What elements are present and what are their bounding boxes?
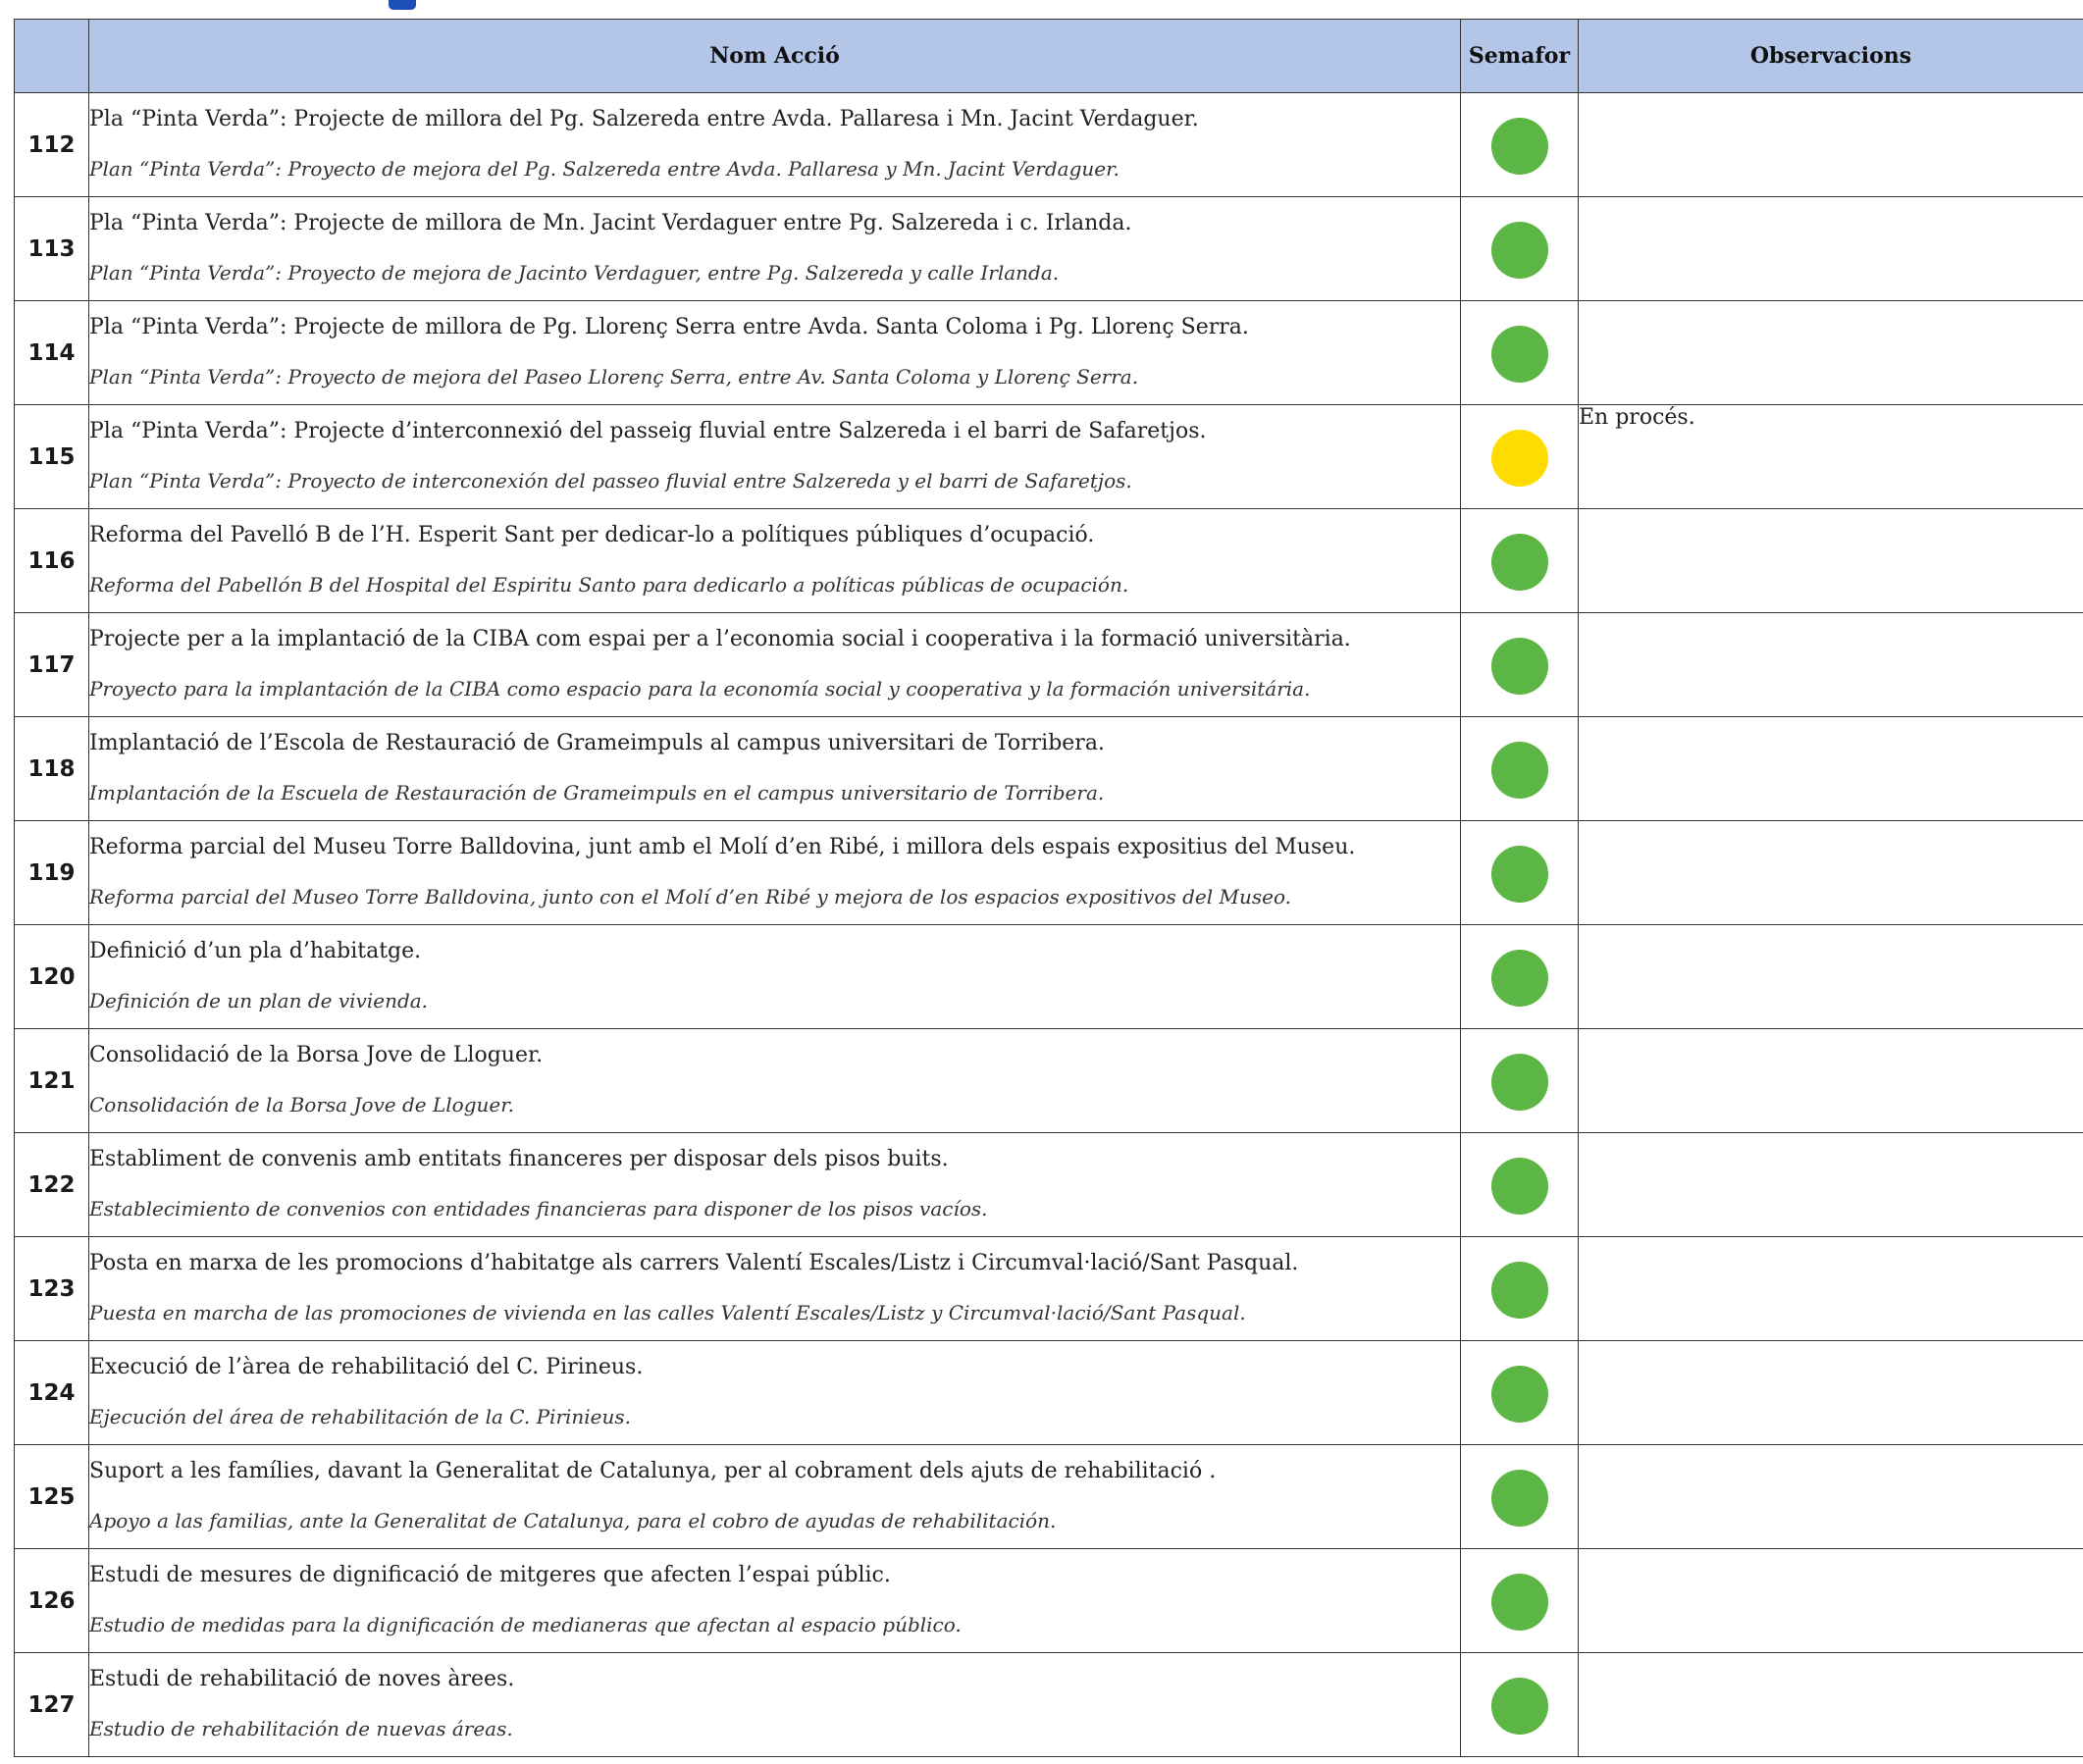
status-light-icon <box>1491 1158 1548 1215</box>
action-name-catalan: Reforma parcial del Museu Torre Balldovina, junt amb el Molí d’en Ribé, i millora dels espais expositius del Museu. <box>89 835 1356 859</box>
action-name-spanish: Plan “Pinta Verda”: Proyecto de interconexión del passeo fluvial entre Salzereda y el barri de Safaretjos. <box>89 469 1132 493</box>
semafor-cell <box>1461 1237 1579 1341</box>
semafor-cell <box>1461 1029 1579 1133</box>
observation-cell <box>1579 509 2083 613</box>
action-number: 127 <box>15 1653 89 1757</box>
status-light-icon <box>1491 950 1548 1007</box>
table-row <box>15 1341 2083 1445</box>
table-row <box>15 197 2083 301</box>
action-number: 126 <box>15 1549 89 1653</box>
action-name-spanish: Plan “Pinta Verda”: Proyecto de mejora del Paseo Llorenç Serra, entre Av. Santa Coloma y Llorenç Serra. <box>89 365 1139 389</box>
action-name-spanish: Implantación de la Escuela de Restauración de Grameimpuls en el campus universitario de Torribera. <box>89 781 1105 804</box>
action-name-cell <box>89 925 1461 1029</box>
action-number: 119 <box>15 821 89 925</box>
action-number: 122 <box>15 1133 89 1237</box>
status-light-icon <box>1491 430 1548 487</box>
action-number: 112 <box>15 93 89 197</box>
observation-cell <box>1579 1029 2083 1133</box>
action-number: 113 <box>15 197 89 301</box>
status-light-icon <box>1491 1574 1548 1631</box>
status-light-icon <box>1491 638 1548 695</box>
action-number: 120 <box>15 925 89 1029</box>
observation-cell <box>1579 1549 2083 1653</box>
table-row <box>15 1133 2083 1237</box>
status-light-icon <box>1491 534 1548 591</box>
action-name-cell <box>89 821 1461 925</box>
table-row <box>15 1549 2083 1653</box>
action-number: 114 <box>15 301 89 405</box>
action-name-catalan: Definició d’un pla d’habitatge. <box>89 939 422 963</box>
action-name-cell <box>89 717 1461 821</box>
action-name-spanish: Plan “Pinta Verda”: Proyecto de mejora de Jacinto Verdaguer, entre Pg. Salzereda y calle Irlanda. <box>89 261 1060 285</box>
observation-cell <box>1579 1133 2083 1237</box>
semafor-cell <box>1461 1341 1579 1445</box>
actions-table <box>14 19 2083 1757</box>
status-light-icon <box>1491 846 1548 903</box>
action-name-catalan: Estudi de rehabilitació de noves àrees. <box>89 1667 515 1691</box>
action-name-cell <box>89 1029 1461 1133</box>
action-name-spanish: Plan “Pinta Verda”: Proyecto de mejora del Pg. Salzereda entre Avda. Pallaresa y Mn. Jacint Verdaguer. <box>89 157 1120 181</box>
table-row <box>15 1445 2083 1549</box>
status-light-icon <box>1491 222 1548 279</box>
action-name-spanish: Estudio de medidas para la dignificación de medianeras que afectan al espacio público. <box>89 1613 962 1636</box>
action-name-catalan: Pla “Pinta Verda”: Projecte de millora de Mn. Jacint Verdaguer entre Pg. Salzereda i c. Irlanda. <box>89 211 1132 235</box>
action-name-catalan: Reforma del Pavelló B de l’H. Esperit Sant per dedicar-lo a polítiques públiques d’ocupació. <box>89 523 1095 547</box>
action-name-cell <box>89 509 1461 613</box>
semafor-cell <box>1461 509 1579 613</box>
action-name-spanish: Apoyo a las familias, ante la Generalitat de Catalunya, para el cobro de ayudas de rehabilitación. <box>89 1509 1057 1532</box>
action-name-catalan: Posta en marxa de les promocions d’habitatge als carrers Valentí Escales/Listz i Circumval·lació/Sant Pasqual. <box>89 1251 1299 1275</box>
action-number: 117 <box>15 613 89 717</box>
action-name-catalan: Consolidació de la Borsa Jove de Lloguer. <box>89 1043 544 1067</box>
action-name-spanish: Reforma del Pabellón B del Hospital del Espiritu Santo para dedicarlo a políticas públicas de ocupación. <box>89 573 1129 597</box>
semafor-cell <box>1461 821 1579 925</box>
action-name-spanish: Consolidación de la Borsa Jove de Lloguer. <box>89 1093 514 1116</box>
observation-cell <box>1579 1237 2083 1341</box>
action-name-spanish: Reforma parcial del Museo Torre Balldovina, junto con el Molí d’en Ribé y mejora de los espacios expositivos del Museo. <box>89 885 1291 908</box>
action-name-cell <box>89 1653 1461 1757</box>
action-name-cell <box>89 93 1461 197</box>
action-name-cell <box>89 1237 1461 1341</box>
semafor-cell <box>1461 613 1579 717</box>
status-light-icon <box>1491 118 1548 175</box>
action-name-catalan: Pla “Pinta Verda”: Projecte d’interconnexió del passeig fluvial entre Salzereda i el barri de Safaretjos. <box>89 419 1207 443</box>
table-row <box>15 301 2083 405</box>
table-row <box>15 717 2083 821</box>
table-row <box>15 93 2083 197</box>
status-light-icon <box>1491 1366 1548 1423</box>
action-name-cell <box>89 613 1461 717</box>
observation-cell <box>1579 1341 2083 1445</box>
action-name-spanish: Proyecto para la implantación de la CIBA como espacio para la economía social y cooperativa y la formación universitária. <box>89 677 1311 700</box>
table-row <box>15 925 2083 1029</box>
header-action-name: Nom Acció <box>89 20 1461 93</box>
action-name-catalan: Estudi de mesures de dignificació de mitgeres que afecten l’espai públic. <box>89 1563 891 1587</box>
action-name-spanish: Puesta en marcha de las promociones de vivienda en las calles Valentí Escales/Listz y Circumval·lació/Sant Pasqual. <box>89 1301 1246 1324</box>
action-name-cell <box>89 1445 1461 1549</box>
action-name-spanish: Ejecución del área de rehabilitación de la C. Pirinieus. <box>89 1405 632 1428</box>
status-light-icon <box>1491 326 1548 383</box>
action-number: 123 <box>15 1237 89 1341</box>
observation-cell <box>1579 1445 2083 1549</box>
semafor-cell <box>1461 1445 1579 1549</box>
action-name-spanish: Establecimiento de convenios con entidades financieras para disponer de los pisos vacíos. <box>89 1197 988 1220</box>
semafor-cell <box>1461 93 1579 197</box>
header-semafor: Semafor <box>1461 20 1579 93</box>
action-name-cell <box>89 197 1461 301</box>
table-row <box>15 613 2083 717</box>
observation-cell <box>1579 613 2083 717</box>
action-name-catalan: Pla “Pinta Verda”: Projecte de millora de Pg. Llorenç Serra entre Avda. Santa Coloma i Pg. Llorenç Serra. <box>89 315 1249 339</box>
observation-cell <box>1579 717 2083 821</box>
action-name-catalan: Projecte per a la implantació de la CIBA com espai per a l’economia social i cooperativa i la formació universitària. <box>89 627 1351 651</box>
semafor-cell <box>1461 405 1579 509</box>
table-row <box>15 1237 2083 1341</box>
table-row <box>15 1029 2083 1133</box>
action-number: 125 <box>15 1445 89 1549</box>
action-name-spanish: Estudio de rehabilitación de nuevas áreas. <box>89 1717 513 1740</box>
table-row <box>15 821 2083 925</box>
action-name-cell <box>89 1341 1461 1445</box>
observation-cell <box>1579 93 2083 197</box>
semafor-cell <box>1461 301 1579 405</box>
observation-cell <box>1579 925 2083 1029</box>
semafor-cell <box>1461 925 1579 1029</box>
status-light-icon <box>1491 1054 1548 1111</box>
observation-cell <box>1579 197 2083 301</box>
table-row <box>15 509 2083 613</box>
status-light-icon <box>1491 742 1548 799</box>
table-row <box>15 405 2083 509</box>
action-name-catalan: Pla “Pinta Verda”: Projecte de millora del Pg. Salzereda entre Avda. Pallaresa i Mn. Jacint Verdaguer. <box>89 107 1199 131</box>
action-name-cell <box>89 1549 1461 1653</box>
observation-cell <box>1579 301 2083 405</box>
observation-cell <box>1579 821 2083 925</box>
action-name-catalan: Implantació de l’Escola de Restauració de Grameimpuls al campus universitari de Torribera. <box>89 731 1105 755</box>
action-number: 116 <box>15 509 89 613</box>
action-number: 118 <box>15 717 89 821</box>
semafor-cell <box>1461 717 1579 821</box>
status-light-icon <box>1491 1678 1548 1735</box>
header-observations: Observacions <box>1579 20 2083 93</box>
action-name-catalan: Suport a les famílies, davant la Generalitat de Catalunya, per al cobrament dels ajuts de rehabilitació . <box>89 1459 1217 1483</box>
table-row <box>15 1653 2083 1757</box>
observation-cell <box>1579 1653 2083 1757</box>
page-heading-fragment <box>389 0 416 10</box>
action-name-catalan: Execució de l’àrea de rehabilitació del C. Pirineus. <box>89 1355 644 1379</box>
semafor-cell <box>1461 197 1579 301</box>
action-number: 124 <box>15 1341 89 1445</box>
semafor-cell <box>1461 1549 1579 1653</box>
table-header-row <box>15 20 2083 93</box>
action-number: 121 <box>15 1029 89 1133</box>
semafor-cell <box>1461 1133 1579 1237</box>
action-number: 115 <box>15 405 89 509</box>
action-name-cell <box>89 301 1461 405</box>
status-light-icon <box>1491 1470 1548 1527</box>
semafor-cell <box>1461 1653 1579 1757</box>
status-light-icon <box>1491 1262 1548 1319</box>
action-name-spanish: Definición de un plan de vivienda. <box>89 989 429 1012</box>
header-number <box>15 20 89 93</box>
action-name-catalan: Establiment de convenis amb entitats financeres per disposar dels pisos buits. <box>89 1147 949 1171</box>
action-name-cell <box>89 1133 1461 1237</box>
action-name-cell <box>89 405 1461 509</box>
observation-cell: En procés. <box>1579 405 2083 509</box>
